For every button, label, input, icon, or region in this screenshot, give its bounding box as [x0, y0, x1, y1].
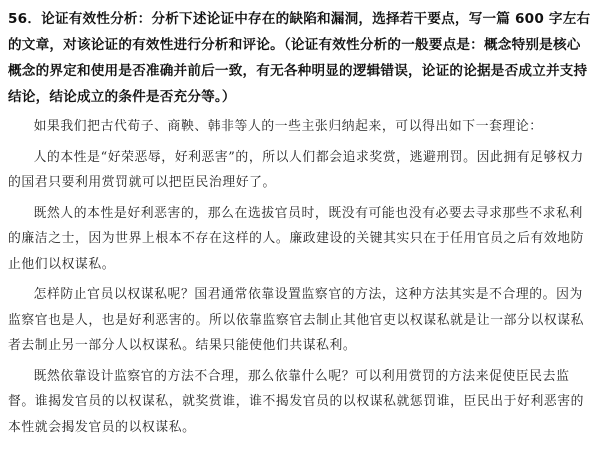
body-paragraph-3: 既然人的本性是好利恶害的，那么在选拔官员时，既没有可能也没有必要去寻求那些不求私利的廉洁之士，因为世界上根本不存在这样的人。廉政建设的关键其实只在于任用官员之后有效地防止他们以权谋私。 [8, 205, 585, 272]
body-paragraph-5: 既然依靠设计监察官的方法不合理，那么依靠什么呢？可以利用赏罚的方法来促使臣民去监督。谁揭发官员的以权谋私，就奖赏谁，谁不揭发官员的以权谋私就惩罚谁，臣民出于好利恶害的本性就会揭发官员的以权谋私。 [8, 368, 585, 435]
body-paragraph-4: 怎样防止官员以权谋私呢？国君通常依靠设置监察官的方法，这种方法其实是不合理的。因为监察官也是人，也是好利恶害的。所以依靠监察官去制止其他官吏以权谋私就是让一部分以权谋私者去制止另一部分人以权谋私。结果只能使他们共谋私利。 [8, 287, 585, 353]
question-prompt: 56．论证有效性分析：分析下述论证中存在的缺陷和漏洞，选择若干要点，写一篇 600 字左右的文章，对该论证的有效性进行分析和评论。（论证有效性分析的一般要点是：概念特别是核心概念的界定和使用是否准确并前后一致，有无各种明显的逻辑错误，论证的论据是否成立并支持结论，结论成立的条件是否充分等。） [8, 11, 591, 105]
body-paragraph-1: 如果我们把古代荀子、商鞅、韩非等人的一些主张归纳起来，可以得出如下一套理论： [33, 119, 543, 134]
body-paragraph-2: 人的本性是“好荣恶辱，好利恶害”的，所以人们都会追求奖赏，逃避刑罚。因此拥有足够权力的国君只要利用赏罚就可以把臣民治理好了。 [8, 149, 584, 190]
